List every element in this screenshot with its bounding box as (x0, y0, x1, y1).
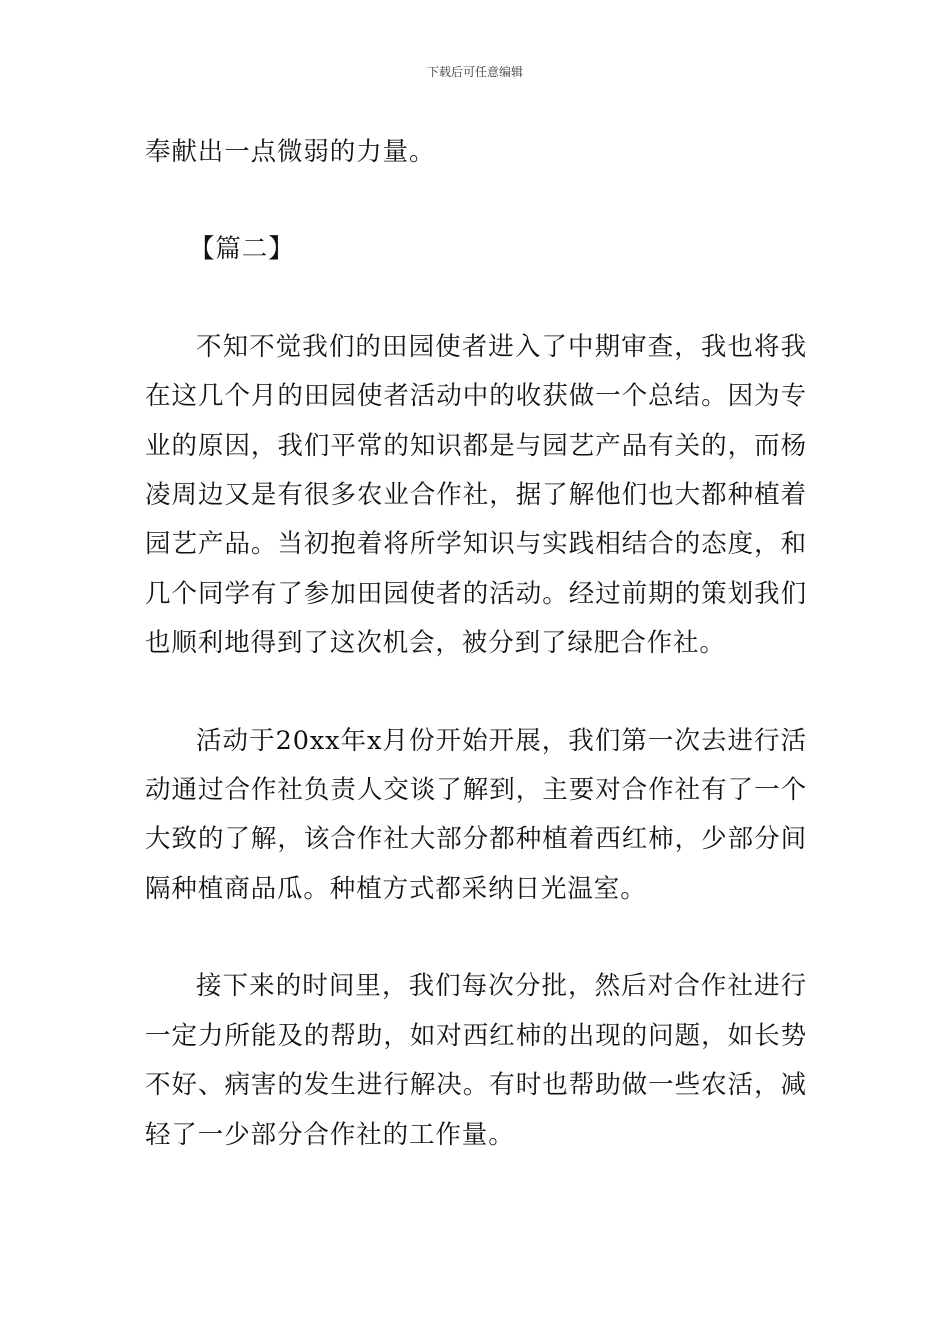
body-paragraph-3: 接下来的时间里，我们每次分批，然后对合作社进行一定力所能及的帮助，如对西红柿的出现的问题，如长势不好、病害的发生进行解决。有时也帮助做一些农活，减轻了一少部分合作社的工作量。 (145, 971, 807, 1150)
continuation-paragraph: 奉献出一点微弱的力量。 (145, 137, 436, 167)
page-header (0, 64, 950, 80)
paragraph-gap (145, 669, 807, 717)
body-paragraph-2: 活动于20xx年x月份开始开展，我们第一次去进行活动通过合作社负责人交谈了解到，主要对合作社有了一个大致的了解，该合作社大部分都种植着西红柿，少部分间隔种植商品瓜。种植方式都采纳日光温室。 (145, 725, 807, 904)
body-paragraph-1: 不知不觉我们的田园使者进入了中期审查，我也将我在这几个月的田园使者活动中的收获做一个总结。因为专业的原因，我们平常的知识都是与园艺产品有关的，而杨凌周边又是有很多农业合作社，据了解他们也大都种植着园艺产品。当初抱着将所学知识与实践相结合的态度，和几个同学有了参加田园使者的活动。经过前期的策划我们也顺利地得到了这次机会，被分到了绿肥合作社。 (145, 331, 807, 659)
paragraph-gap (145, 275, 807, 323)
document-body (145, 128, 807, 1160)
section-title: 【篇二】 (189, 234, 295, 265)
paragraph-gap (145, 177, 807, 225)
header-text: 下载后可任意编辑 (426, 65, 523, 79)
paragraph-gap (145, 914, 807, 962)
